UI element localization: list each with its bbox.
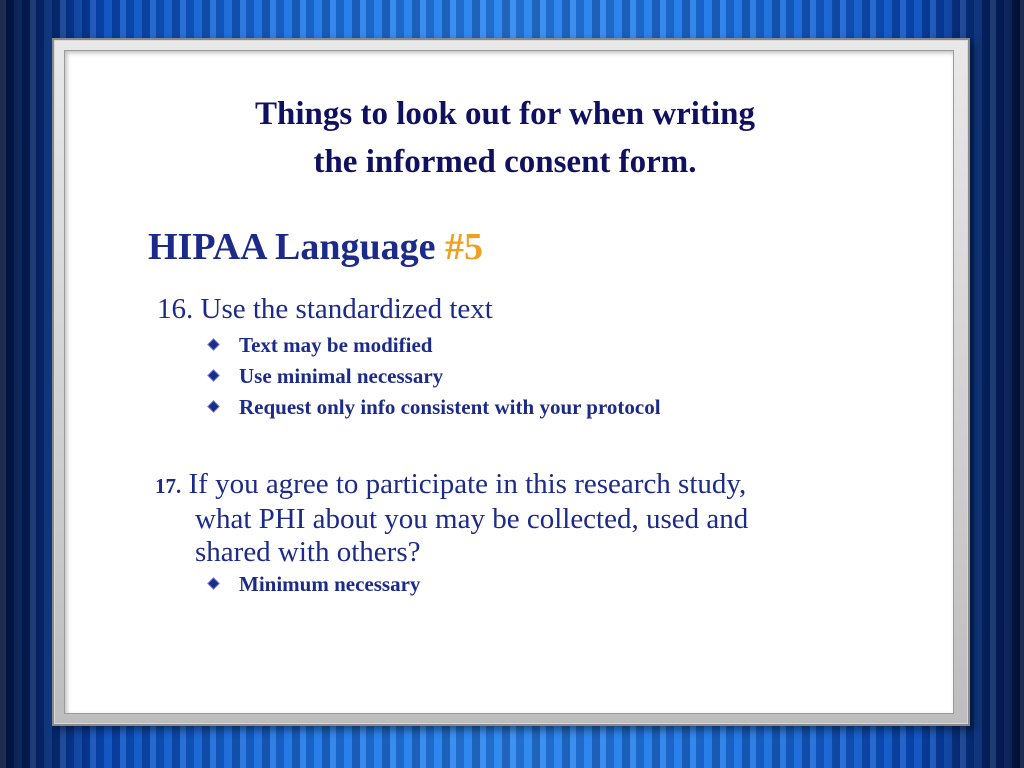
slide-title xyxy=(0,90,1010,186)
title-line-1: Things to look out for when writing xyxy=(255,96,755,132)
list-item xyxy=(208,361,661,392)
item-16-bullet-list xyxy=(208,330,661,423)
bullet-text: Text may be modified xyxy=(239,333,433,357)
item-17-number: 17. xyxy=(155,474,182,498)
bullet-text: Use minimal necessary xyxy=(239,364,444,388)
section-heading xyxy=(148,225,483,269)
list-item xyxy=(208,392,661,423)
item-17-line-3: shared with others? xyxy=(195,536,421,568)
item-17-line-1-text: If you agree to participate in this research study, xyxy=(188,468,747,500)
item-17-line-2: what PHI about you may be collected, used and xyxy=(195,503,749,535)
section-heading-text: HIPAA Language xyxy=(148,226,436,268)
item-17-line-1 xyxy=(155,468,875,503)
list-item xyxy=(208,330,661,361)
section-heading-number: #5 xyxy=(445,226,484,268)
item-16-text: 16. Use the standardized text xyxy=(157,293,493,325)
title-line-2: the informed consent form. xyxy=(313,144,697,180)
diamond-bullet-icon xyxy=(209,402,219,412)
bullet-text: Minimum necessary xyxy=(239,572,421,596)
diamond-bullet-icon xyxy=(209,371,219,381)
diamond-bullet-icon xyxy=(209,579,219,589)
list-item xyxy=(208,569,420,600)
item-17-bullet-list xyxy=(208,569,420,600)
diamond-bullet-icon xyxy=(209,340,219,350)
item-17-paragraph xyxy=(155,468,875,569)
bullet-text: Request only info consistent with your protocol xyxy=(239,395,661,419)
